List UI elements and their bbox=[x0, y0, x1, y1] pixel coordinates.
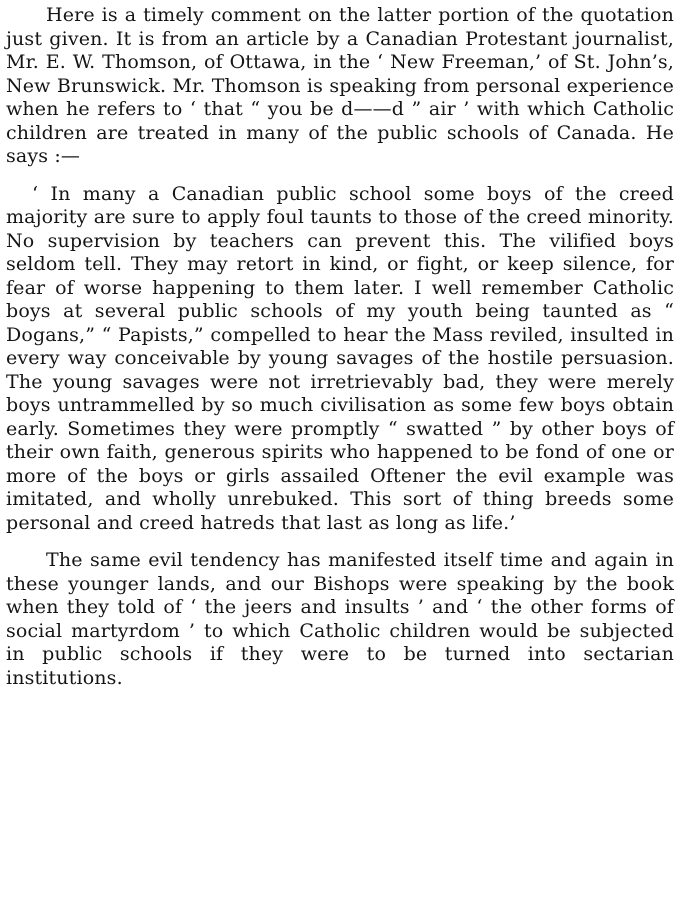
paragraph-quotation-text: ‘ In many a Canadian public school some boys of the creed majority are sure to apply foul taunts to those of the creed minority. No supervision by teachers can prevent this. The vilified boys seldom tell. They may retort in kind, or fight, or keep silence, for fear of worse happening to them later. I well remember Catholic boys at several public schools of my youth being taunted as “ Dogans,” “ Papists,” compelled to hear the Mass reviled, insulted in every way conceivable by young savages of the hostile persuasion. The young savages were not irretrievably bad, they were merely boys untrammelled by so much civilisation as some few boys obtain early. Sometimes they were promptly “ swatted ” by other boys of their own faith, generous spirits who happened to be fond of one or more of the boys or girls assailed Oftener the evil example was imitated, and wholly unrebuked. This sort of thing breeds some personal and creed hatreds that last as long as life.’ bbox=[6, 182, 674, 534]
paragraph-intro bbox=[6, 0, 674, 169]
paragraph-quotation bbox=[6, 183, 674, 536]
paragraph-conclusion bbox=[6, 549, 674, 690]
paragraph-intro-text: Here is a timely comment on the latter portion of the quotation just given. It is from an article by a Canadian Protestant journalist, Mr. E. W. Thomson, of Ottawa, in the ‘ New Freeman,’ of St. John’s, New Brunswick. Mr. Thomson is speaking from personal experience when he refers to ‘ that “ you be d——d ” air ’ with which Catholic children are treated in many of the public schools of Canada. He says :— bbox=[6, 4, 674, 167]
paragraph-conclusion-text: The same evil tendency has manifested itself time and again in these younger lands, and our Bishops were speaking by the book when they told of ‘ the jeers and insults ’ and ‘ the other forms of social martyrdom ’ to which Catholic children would be subjected in public schools if they were to be turned into sectarian institutions. bbox=[6, 549, 674, 689]
